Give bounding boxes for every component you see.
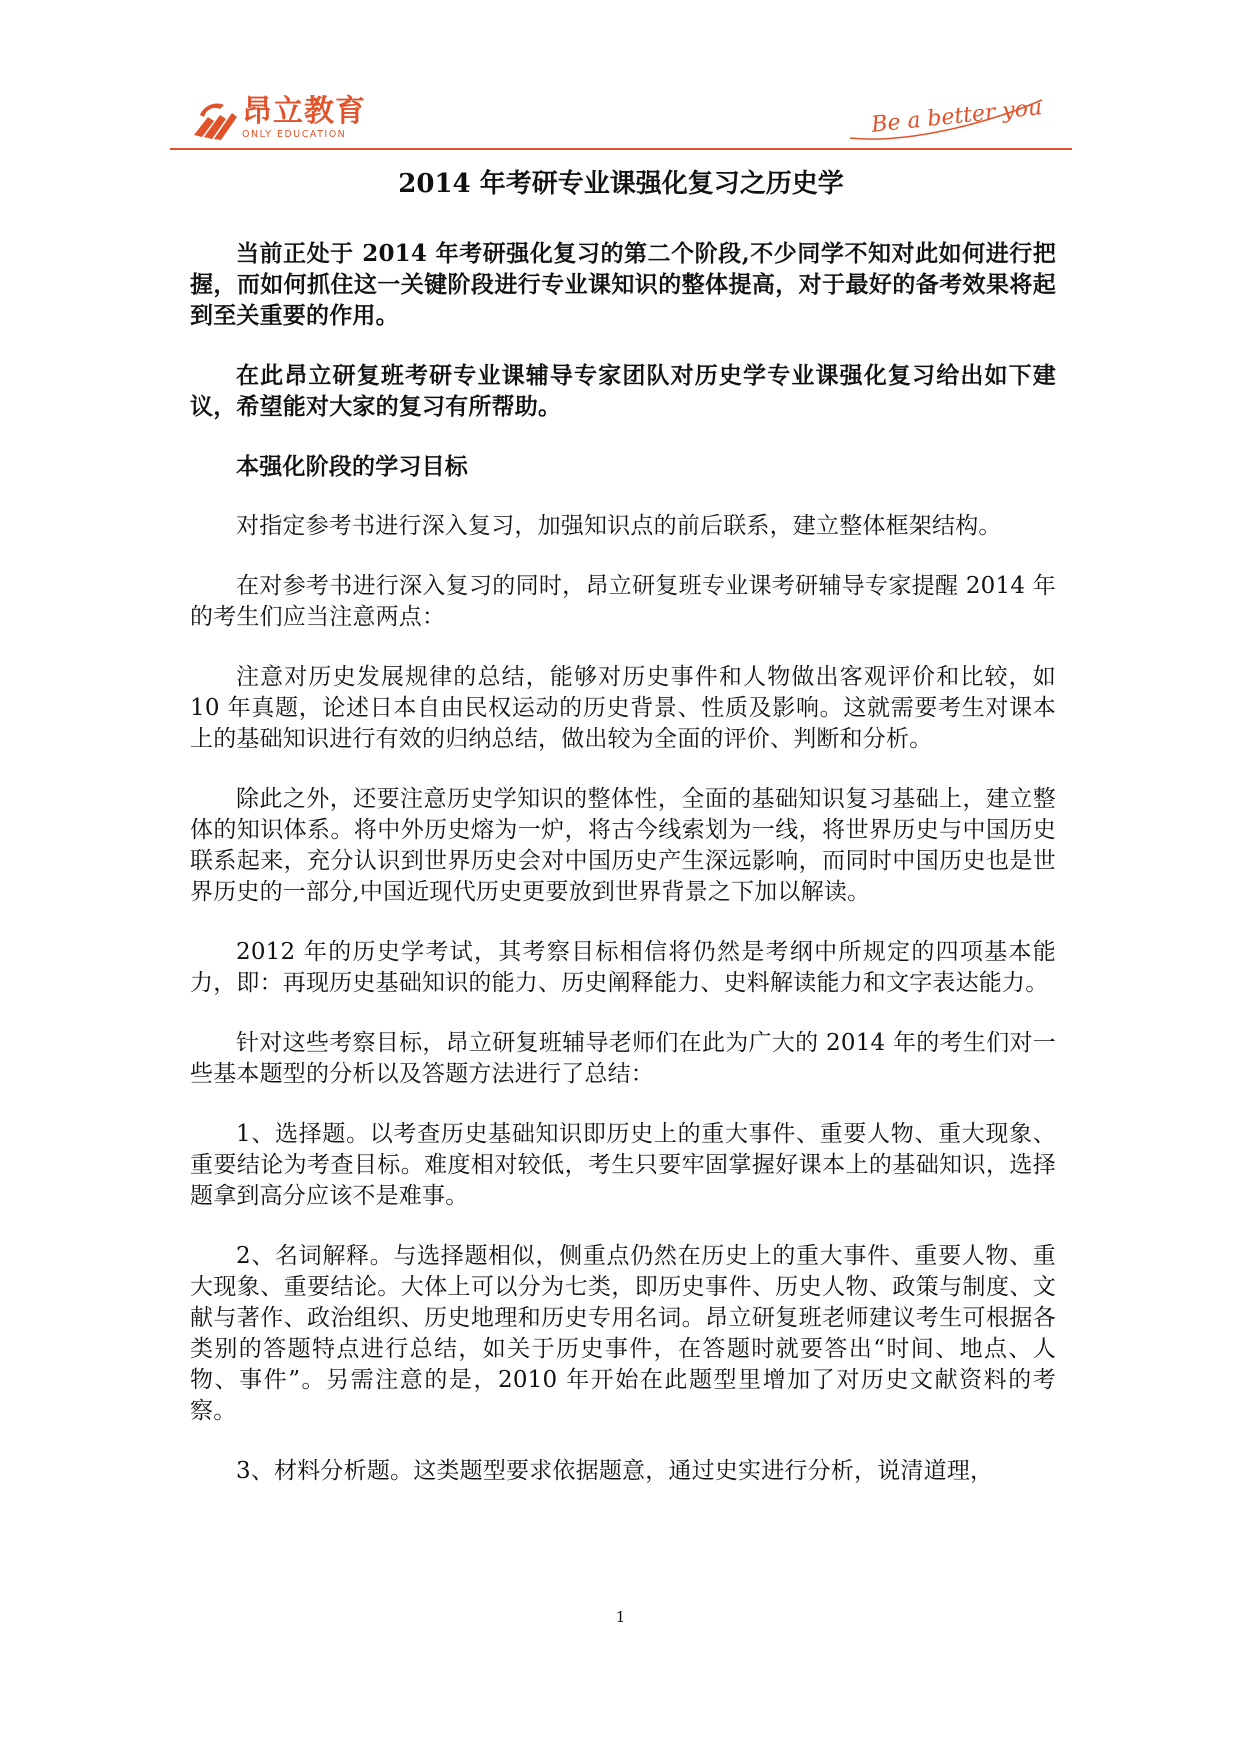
body-paragraph: 针对这些考察目标，昂立研复班辅导老师们在此为广大的 2014 年的考生们对一些基本题型的分析以及答题方法进行了总结： [190, 1030, 1056, 1087]
page-header [170, 88, 1072, 150]
logo-mark-icon [190, 97, 238, 141]
brand-logo [190, 96, 366, 141]
logo-english-text: ONLY EDUCATION [242, 129, 347, 140]
body-paragraph: 在对参考书进行深入复习的同时，昂立研复班专业课考研辅导专家提醒 2014 年的考生们应当注意两点： [190, 573, 1056, 630]
question-type-1: 1、选择题。以考查历史基础知识即历史上的重大事件、重要人物、重大现象、重要结论为考查目标。难度相对较低，考生只要牢固掌握好课本上的基础知识，选择题拿到高分应该不是难事。 [190, 1121, 1056, 1209]
body-paragraph: 除此之外，还要注意历史学知识的整体性，全面的基础知识复习基础上，建立整体的知识体系。将中外历史熔为一炉，将古今线索划为一线，将世界历史与中国历史联系起来，充分认识到世界历史会对中国历史产生深远影响，而同时中国历史也是世界历史的一部分,中国近现代历史更要放到世界背景之下加以解读。 [190, 786, 1056, 905]
body-paragraph: 2012 年的历史学考试，其考察目标相信将仍然是考纲中所规定的四项基本能力，即：再现历史基础知识的能力、历史阐释能力、史料解读能力和文字表达能力。 [190, 939, 1056, 996]
document-body [190, 238, 1056, 1487]
body-paragraph: 注意对历史发展规律的总结，能够对历史事件和人物做出客观评价和比较，如 10 年真题，论述日本自由民权运动的历史背景、性质及影响。这就需要考生对课本上的基础知识进行有效的归纳总结，做出较为全面的评价、判断和分析。 [190, 664, 1056, 752]
intro-paragraph-2: 在此昂立研复班考研专业课辅导专家团队对历史学专业课强化复习给出如下建议，希望能对大家的复习有所帮助。 [190, 362, 1056, 420]
page-number: 1 [615, 1608, 626, 1626]
question-type-2: 2、名词解释。与选择题相似，侧重点仍然在历史上的重大事件、重要人物、重大现象、重要结论。大体上可以分为七类，即历史事件、历史人物、政策与制度、文献与著作、政治组织、历史地理和历史专用名词。昂立研复班老师建议考生可根据各类别的答题特点进行总结，如关于历史事件，在答题时就要答出“时间、地点、人物、事件”。另需注意的是，2010 年开始在此题型里增加了对历史文献资料的考察。 [190, 1243, 1056, 1424]
header-divider [170, 148, 1072, 150]
document-title: 2014 年考研专业课强化复习之历史学 [398, 169, 844, 199]
body-paragraph: 对指定参考书进行深入复习，加强知识点的前后联系，建立整体框架结构。 [236, 513, 1002, 539]
logo-chinese-text: 昂立教育 [242, 94, 366, 129]
intro-paragraph-1: 当前正处于 2014 年考研强化复习的第二个阶段,不少同学不知对此如何进行把握，而如何抓住这一关键阶段进行专业课知识的整体提高，对于最好的备考效果将起到至关重要的作用。 [190, 240, 1056, 329]
section-heading: 本强化阶段的学习目标 [236, 453, 468, 480]
question-type-3: 3、材料分析题。这类题型要求依据题意，通过史实进行分析，说清道理， [236, 1458, 994, 1484]
slogan: Be a better you [869, 95, 1043, 138]
